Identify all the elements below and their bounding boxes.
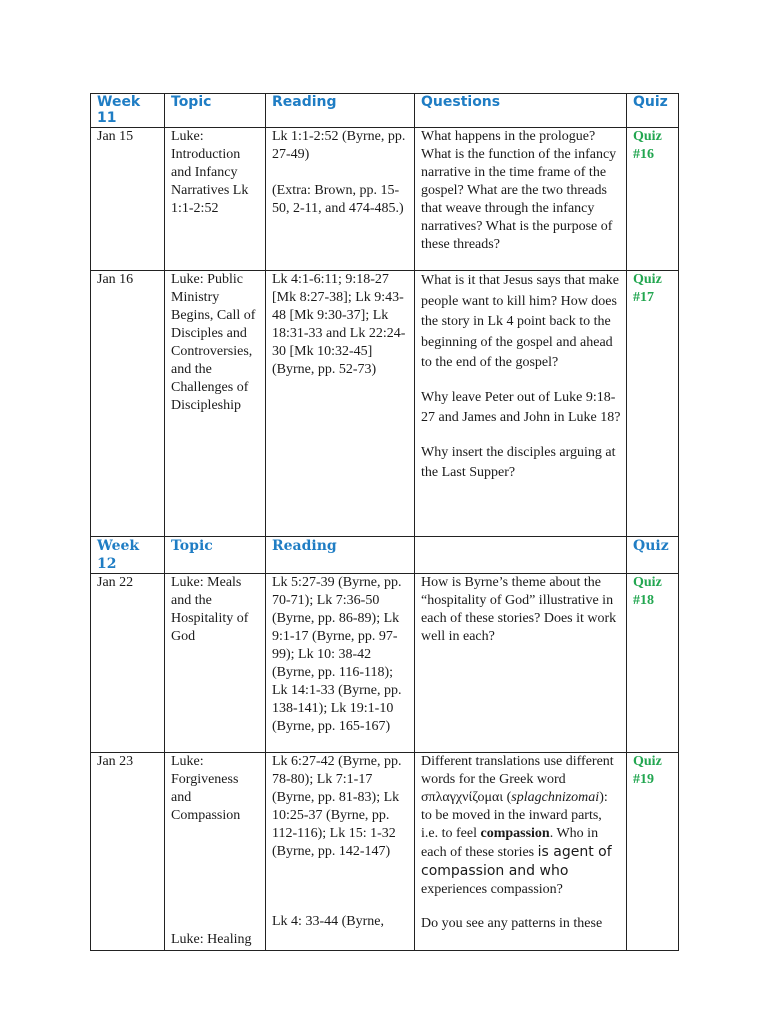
reading-header: Reading (266, 537, 415, 574)
topic-cell (165, 753, 266, 951)
questions-text-sans: is agent of compassion and who (421, 844, 612, 879)
week-12-label: Week 12 (91, 537, 165, 574)
questions-paragraph-2: Do you see any patterns in these (421, 916, 603, 931)
quiz-cell: Quiz #16 (627, 128, 679, 271)
reading-cell: Lk 5:27-39 (Byrne, pp. 70-71); Lk 7:36-50 (Byrne, pp. 86-89); Lk 9:1-17 (Byrne, pp. 97-99); Lk 10: 38-42 (Byrne, pp. 116-118); Lk 14:1-33 (Byrne, pp. 138-141); Lk 19:1-10 (Byrne, pp. 165-167) (266, 574, 415, 753)
questions-cell: What happens in the prologue? What is the function of the infancy narrative in the time frame of the gospel? What are the two threads that weave through the infancy narratives? What is the purpose of these threads? (415, 128, 627, 271)
questions-cell (415, 753, 627, 951)
week-12-header-row (91, 537, 679, 574)
week-11-label: Week 11 (91, 94, 165, 128)
questions-header: Questions (415, 94, 627, 128)
reading-header: Reading (266, 94, 415, 128)
reading-cell (266, 128, 415, 271)
questions-cell (415, 271, 627, 537)
questions-header (415, 537, 627, 574)
questions-paragraph-3: Why insert the disciples arguing at the Last Supper? (421, 444, 616, 480)
reading-extra-text: (Byrne, pp. 52-73) (272, 362, 377, 377)
topic-text: Luke: Forgiveness and Compassion (171, 754, 241, 823)
table-row (91, 128, 679, 271)
table-row (91, 753, 679, 951)
reading-text: Lk 6:27-42 (Byrne, pp. 78-80); Lk 7:1-17 (Byrne, pp. 81-83); Lk 10:25-37 (Byrne, pp. 112-116); Lk 15: 1-32 (Byrne, pp. 142-147) (272, 754, 402, 859)
quiz-header: Quiz (627, 94, 679, 128)
questions-text-a: Different translations use different words for the Greek word σπλαγχνίζομαι ( (421, 754, 614, 805)
questions-text-c: . Who in each of these stories (421, 826, 599, 860)
topic-header: Topic (165, 537, 266, 574)
reading-text: Lk 4:1-6:11; 9:18-27 [Mk 8:27-38]; Lk 9:43-48 [Mk 9:30-37]; Lk 18:31-33 and Lk 22:24-30 [Mk 10:32-45] (272, 272, 406, 359)
date-cell: Jan 16 (91, 271, 165, 537)
questions-text-d: experiences compassion? (421, 882, 563, 897)
reading-text: Lk 1:1-2:52 (Byrne, pp. 27-49) (272, 129, 406, 162)
topic-cell: Luke: Public Ministry Begins, Call of Disciples and Controversies, and the Challenges of Discipleship (165, 271, 266, 537)
quiz-cell: Quiz #18 (627, 574, 679, 753)
reading-extra-text: (Extra: Brown, pp. 15-50, 2-11, and 474-485.) (272, 183, 404, 216)
topic-text-2: Luke: Healing (171, 932, 252, 947)
table-row (91, 271, 679, 537)
topic-cell: Luke: Introduction and Infancy Narratives Lk 1:1-2:52 (165, 128, 266, 271)
reading-cell (266, 753, 415, 951)
questions-italic-term: splagchnizomai (511, 790, 600, 805)
topic-header: Topic (165, 94, 266, 128)
quiz-cell: Quiz #17 (627, 271, 679, 537)
questions-text-b: ): to be moved in the inward parts, i.e. to feel (421, 790, 608, 841)
questions-paragraph-2: Why leave Peter out of Luke 9:18-27 and James and John in Luke 18? (421, 389, 621, 425)
reading-cell (266, 271, 415, 537)
quiz-header: Quiz (627, 537, 679, 574)
reading-text-2: Lk 4: 33-44 (Byrne, (272, 914, 384, 929)
date-cell: Jan 22 (91, 574, 165, 753)
date-cell: Jan 23 (91, 753, 165, 951)
date-cell: Jan 15 (91, 128, 165, 271)
week-11-header-row (91, 94, 679, 128)
quiz-cell: Quiz #19 (627, 753, 679, 951)
questions-paragraph-1 (421, 753, 622, 899)
topic-cell: Luke: Meals and the Hospitality of God (165, 574, 266, 753)
questions-paragraph-1: What is it that Jesus says that make people want to kill him? How does the story in Lk 4 point back to the beginning of the gospel and ahead to the end of the gospel? (421, 273, 619, 370)
questions-cell: How is Byrne’s theme about the “hospitality of God” illustrative in each of these stories? Does it work well in each? (415, 574, 627, 753)
schedule-table (90, 93, 679, 951)
table-row (91, 574, 679, 753)
questions-bold-term: compassion (480, 826, 550, 841)
